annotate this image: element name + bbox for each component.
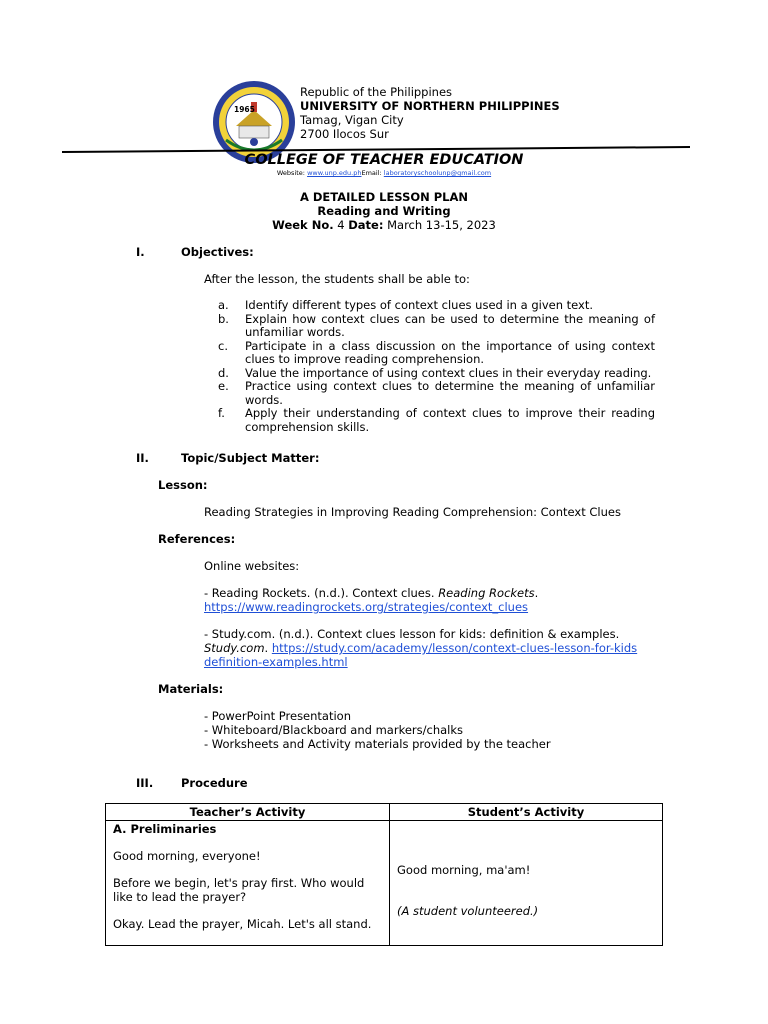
plan-subject: Reading and Writing	[317, 204, 451, 218]
material-item: - Whiteboard/Blackboard and markers/chalks	[204, 723, 463, 737]
online-websites-label: Online websites:	[204, 559, 300, 573]
objective-item: f. Apply their understanding of context clues to improve their reading comprehension skills.	[218, 406, 655, 434]
procedure-heading: Procedure	[181, 776, 248, 790]
objective-item: c. Participate in a class discussion on the importance of using context clues to improve reading comprehension.	[218, 338, 655, 366]
teacher-line: Good morning, everyone!	[113, 849, 261, 863]
references-label: References:	[158, 532, 236, 546]
student-line: (A student volunteered.)	[397, 904, 539, 918]
republic-line: Republic of the Philippines	[300, 85, 453, 99]
materials-label: Materials:	[158, 682, 224, 696]
ref1-italic: Reading Rockets	[438, 586, 535, 600]
ref2-link-part1[interactable]: https://study.com/academy/lesson/context-clues-lesson-for-kids	[271, 641, 638, 655]
website-label: Website:	[276, 169, 305, 177]
week-value: 4	[337, 218, 345, 232]
teacher-line: Okay. Lead the prayer, Micah. Let's all stand.	[113, 917, 372, 931]
objective-item: a. Identify different types of context clues used in a given text.	[218, 298, 593, 312]
section-numeral-ii: II.	[136, 451, 149, 465]
email-label: Email:	[361, 169, 382, 177]
week-label: Week No.	[272, 218, 334, 232]
objective-item: b. Explain how context clues can be used to determine the meaning of unfamiliar words.	[218, 311, 655, 339]
date-label: Date:	[348, 218, 384, 232]
topic-heading: Topic/Subject Matter:	[181, 451, 320, 465]
objective-item: e. Practice using context clues to determine the meaning of unfamiliar words.	[218, 379, 655, 407]
material-item: - Worksheets and Activity materials provided by the teacher	[204, 737, 551, 751]
preliminaries-heading: A. Preliminaries	[113, 822, 217, 836]
lesson-text: Reading Strategies in Improving Reading Comprehension: Context Clues	[204, 505, 621, 519]
teacher-line: Before we begin, let's pray first. Who would like to lead the prayer?	[113, 876, 365, 904]
city-line: Tamag, Vigan City	[300, 113, 404, 127]
student-line: Good morning, ma'am!	[397, 863, 531, 877]
student-activity-cell	[390, 821, 663, 946]
teacher-activity-header: Teacher’s Activity	[106, 804, 390, 821]
objectives-heading: Objectives:	[181, 245, 254, 259]
material-item: - PowerPoint Presentation	[204, 709, 352, 723]
section-numeral-i: I.	[136, 245, 145, 259]
email-link[interactable]: laboratoryschoolunp@gmail.com	[383, 169, 492, 177]
section-numeral-iii: III.	[136, 776, 154, 790]
province-line: 2700 Ilocos Sur	[300, 127, 389, 141]
ref1-text: - Reading Rockets. (n.d.). Context clues.	[204, 586, 435, 600]
teacher-activity-cell	[106, 821, 390, 946]
reference-2: - Study.com. (n.d.). Context clues lesson for kids: definition & examples. Study.com. https://study.com/academy/lesson/context-clues-lesson-for-kids definition-examples.html	[204, 627, 638, 669]
procedure-table	[105, 803, 663, 946]
ref1-link[interactable]: https://www.readingrockets.org/strategies/context_clues	[204, 600, 529, 614]
university-name: UNIVERSITY OF NORTHERN PHILIPPINES	[300, 99, 560, 113]
plan-week-date	[0, 218, 768, 232]
seal-year: 1965	[234, 105, 255, 114]
ref2-link-part2[interactable]: definition-examples.html	[204, 655, 348, 669]
ref2-text: - Study.com. (n.d.). Context clues lesson for kids: definition & examples.	[204, 627, 620, 641]
objective-item: d. Value the importance of using context clues in their everyday reading.	[218, 365, 652, 380]
ref2-italic: Study.com	[204, 641, 265, 655]
date-value: March 13-15, 2023	[387, 218, 496, 232]
reference-1: - Reading Rockets. (n.d.). Context clues. Reading Rockets. https://www.readingrockets.org/strategies/context_clues	[204, 586, 539, 614]
table-row	[106, 821, 663, 946]
letterhead	[300, 85, 560, 141]
objectives-list	[218, 299, 655, 434]
objectives-intro: After the lesson, the students shall be able to:	[204, 272, 470, 286]
materials-list	[204, 709, 551, 751]
website-link[interactable]: www.unp.edu.ph	[307, 169, 362, 177]
contact-line	[0, 169, 768, 177]
plan-title: A DETAILED LESSON PLAN	[299, 190, 469, 204]
student-activity-header: Student’s Activity	[390, 804, 663, 821]
college-name: COLLEGE OF TEACHER EDUCATION	[244, 152, 524, 168]
lesson-label: Lesson:	[158, 478, 208, 492]
table-header-row	[106, 804, 663, 821]
